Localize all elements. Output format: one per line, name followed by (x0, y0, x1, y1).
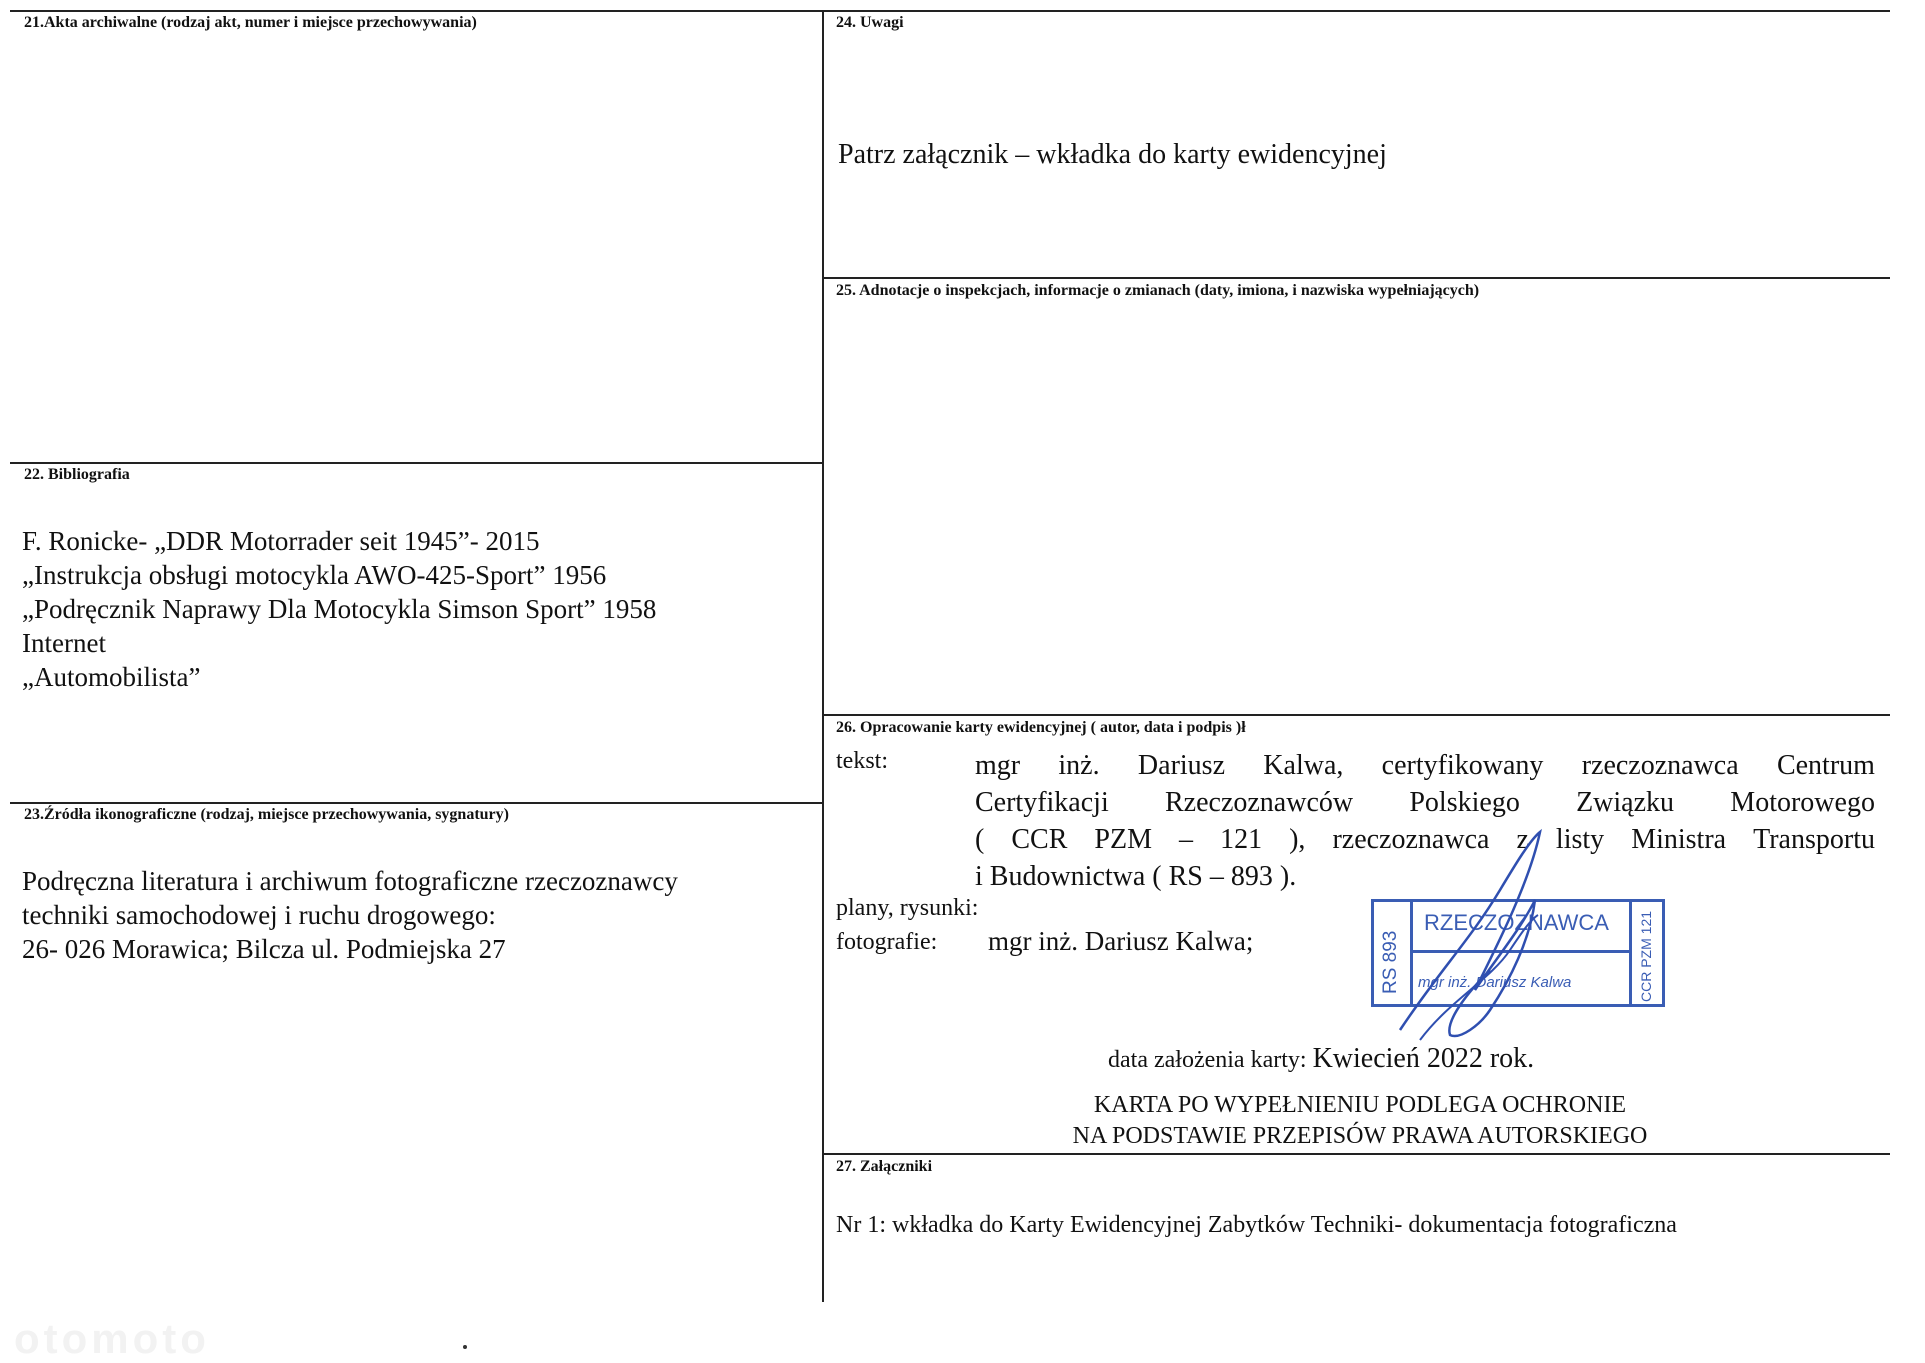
bibliography-item: F. Ronicke- „DDR Motorrader seit 1945”- 2015 (22, 526, 540, 556)
stamp-right-panel (1629, 902, 1662, 1004)
plany-label: plany, rysunki: (836, 895, 979, 921)
tekst-line (975, 784, 1875, 821)
rule-26 (822, 714, 1890, 716)
iconography-line: techniki samochodowej i ruchu drogowego: (22, 900, 496, 930)
tekst-word: certyfikowany (1381, 750, 1544, 781)
remarks-text: Patrz załącznik – wkładka do karty ewidencyjnej (838, 139, 1387, 170)
notice-line: KARTA PO WYPEŁNIENIU PODLEGA OCHRONIE (1093, 1092, 1627, 1118)
tekst-word: – (1179, 824, 1194, 855)
date-label: data założenia karty: (1108, 1047, 1307, 1073)
section-23-label: 23.Źródła ikonograficzne (rodzaj, miejsce przechowywania, sygnatury) (24, 806, 509, 823)
iconography-line: 26- 026 Morawica; Bilcza ul. Podmiejska 27 (22, 934, 506, 964)
section-27-label: 27. Załączniki (836, 1158, 933, 1175)
iconography-text (22, 864, 678, 966)
tekst-word: mgr (975, 750, 1021, 781)
tekst-word: Polskiego (1409, 787, 1520, 818)
tekst-word: Kalwa, (1263, 750, 1344, 781)
tekst-word: Certyfikacji (975, 787, 1109, 818)
tekst-word: rzeczoznawca (1332, 824, 1490, 855)
signature (1380, 820, 1580, 1060)
rule-27 (822, 1153, 1890, 1155)
center-divider (822, 10, 824, 1302)
rule-23 (10, 802, 824, 804)
section-25-label: 25. Adnotacje o inspekcjach, informacje o zmianach (daty, imiona, i nazwiska wypełniających) (836, 282, 1480, 299)
watermark: otomoto (14, 1315, 210, 1362)
stamp-left-text: RS 893 (1380, 930, 1401, 994)
section-24-label: 24. Uwagi (836, 14, 904, 31)
tekst-line: i Budownictwa ( RS – 893 ). (975, 861, 1297, 892)
dot-mark (463, 1345, 467, 1349)
tekst-word: Dariusz (1137, 750, 1225, 781)
stamp-name: mgr inż. Dariusz Kalwa (1418, 974, 1572, 991)
tekst-word: ), (1289, 824, 1306, 855)
tekst-line (975, 747, 1875, 784)
foto-label: fotografie: (836, 929, 938, 955)
bibliography-item: „Instrukcja obsługi motocykla AWO-425-Sport” 1956 (22, 560, 607, 590)
rule-22 (10, 462, 824, 464)
bibliography-item: „Podręcznik Naprawy Dla Motocykla Simson Sport” 1958 (22, 594, 657, 624)
stamp-right-text: CCR PZM 121 (1638, 910, 1654, 1002)
tekst-word: inż. (1058, 750, 1100, 781)
tekst-word: Rzeczoznawców (1164, 787, 1354, 818)
tekst-word: CCR (1011, 824, 1068, 855)
copyright-notice (1000, 1090, 1720, 1152)
date-row (1108, 1043, 1534, 1075)
attachments-text: Nr 1: wkładka do Karty Ewidencyjnej Zabytków Techniki- dokumentacja fotograficzna (836, 1212, 1677, 1238)
date-value: Kwiecień 2022 rok. (1312, 1043, 1535, 1074)
notice-line: NA PODSTAWIE PRZEPISÓW PRAWA AUTORSKIEGO (1072, 1123, 1648, 1149)
bibliography-list (22, 524, 656, 694)
tekst-word: Transportu (1753, 824, 1875, 855)
tekst-word: z (1516, 824, 1529, 855)
tekst-word: Centrum (1776, 750, 1875, 781)
iconography-line: Podręczna literatura i archiwum fotograficzne rzeczoznawcy (22, 866, 678, 896)
tekst-label: tekst: (836, 748, 888, 774)
tekst-word: listy (1555, 824, 1605, 855)
tekst-word: 121 (1220, 824, 1263, 855)
top-rule (10, 10, 1890, 12)
bibliography-item: Internet (22, 628, 106, 658)
stamp-title: RZECZOZNAWCA (1424, 910, 1609, 935)
section-21-label: 21.Akta archiwalne (rodzaj akt, numer i miejsce przechowywania) (24, 14, 477, 31)
section-26-label: 26. Opracowanie karty ewidencyjnej ( autor, data i podpis )ł (836, 719, 1246, 736)
tekst-word: Ministra (1631, 824, 1727, 855)
tekst-word: Motorowego (1730, 787, 1875, 818)
tekst-word: PZM (1094, 824, 1152, 855)
bibliography-item: „Automobilista” (22, 662, 201, 692)
section-22-label: 22. Bibliografia (24, 466, 130, 483)
rule-25 (822, 277, 1890, 279)
tekst-word: ( (975, 824, 985, 855)
tekst-word: Związku (1576, 787, 1675, 818)
foto-value: mgr inż. Dariusz Kalwa; (988, 926, 1254, 956)
tekst-word: rzeczoznawca (1581, 750, 1739, 781)
